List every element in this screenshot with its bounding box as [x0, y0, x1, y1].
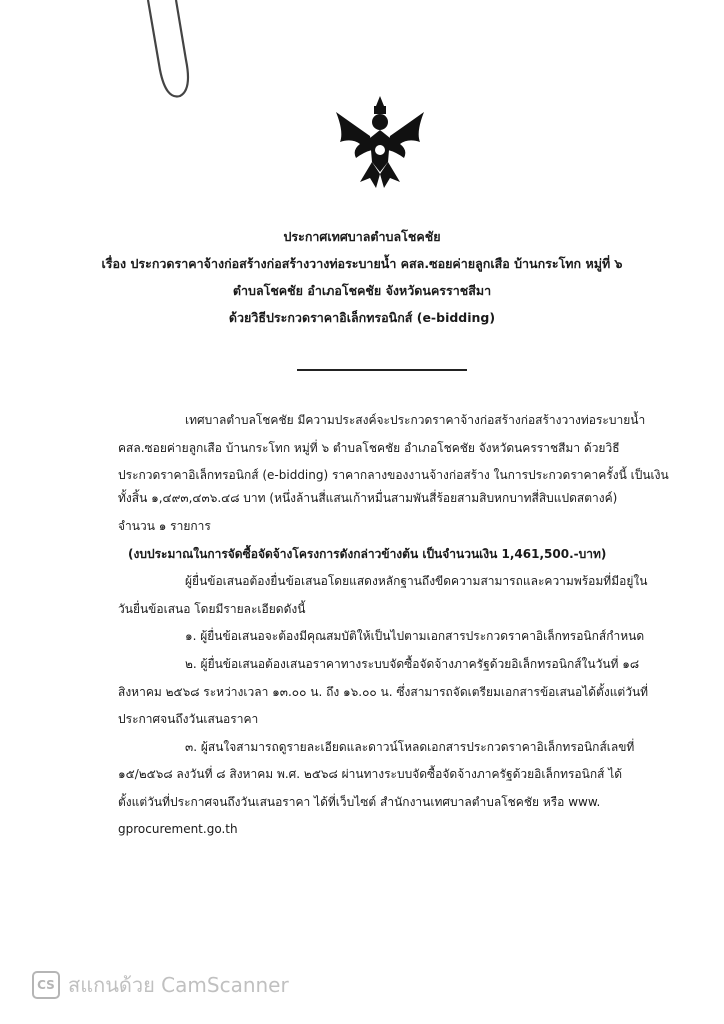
- paragraph-line: ทั้งสิ้น ๑,๔๙๓,๔๓๖.๔๘ บาท (หนึ่งล้านสี่แสนเก้าหมื่นสามพันสี่ร้อยสามสิบหกบาทสี่สิบแปดสตางค์): [118, 491, 618, 505]
- list-item-line: ตั้งแต่วันที่ประกาศจนถึงวันเสนอราคา ได้ที่เว็บไซต์ สำนักงานเทศบาลตำบลโชคชัย หรือ www.: [118, 795, 601, 809]
- title-divider: [297, 369, 467, 371]
- list-item-line: สิงหาคม ๒๕๖๘ ระหว่างเวลา ๑๓.๐๐ น. ถึง ๑๖.๐๐ น. ซึ่งสามารถจัดเตรียมเอกสารข้อเสนอได้ตั้งแต่วันที่: [118, 685, 649, 699]
- list-item-line: ๑๕/๒๕๖๘ ลงวันที่ ๘ สิงหาคม พ.ศ. ๒๕๖๘ ผ่านทางระบบจัดซื้อจัดจ้างภาครัฐด้วยอิเล็กทรอนิกส์ ได้: [118, 767, 623, 781]
- paragraph-line: ผู้ยื่นข้อเสนอต้องยื่นข้อเสนอโดยแสดงหลักฐานถึงขีดความสามารถและความพร้อมที่มีอยู่ใน: [185, 574, 648, 588]
- budget-line: (งบประมาณในการจัดซื้อจัดจ้างโครงการดังกล่าวข้างต้น เป็นจำนวนเงิน 1,461,500.-บาท): [128, 547, 607, 561]
- paragraph-line: วันยื่นข้อเสนอ โดยมีรายละเอียดดังนี้: [118, 602, 306, 616]
- announcement-location: ตำบลโชคชัย อำเภอโชคชัย จังหวัดนครราชสีมา: [232, 283, 492, 298]
- paragraph-line: จำนวน ๑ รายการ: [118, 519, 211, 533]
- list-item-line: gprocurement.go.th: [118, 822, 238, 836]
- announcement-subject: เรื่อง ประกวดราคาจ้างก่อสร้างก่อสร้างวางท่อระบายน้ำ คสล.ซอยค่ายลูกเสือ บ้านกระโทก หมู่ที่ ๖: [101, 256, 623, 271]
- camscanner-logo-icon: CS: [32, 971, 60, 999]
- list-item: ๒. ผู้ยื่นข้อเสนอต้องเสนอราคาทางระบบจัดซื้อจัดจ้างภาครัฐด้วยอิเล็กทรอนิกส์ในวันที่ ๑๘: [185, 657, 640, 671]
- announcement-method: ด้วยวิธีประกวดราคาอิเล็กทรอนิกส์ (e-bidding): [228, 310, 496, 325]
- paragraph-line: ประกวดราคาอิเล็กทรอนิกส์ (e-bidding) ราคากลางของงานจ้างก่อสร้าง ในการประกวดราคาครั้งนี้ เป็นเงิน: [118, 468, 669, 482]
- list-item: ๑. ผู้ยื่นข้อเสนอจะต้องมีคุณสมบัติให้เป็นไปตามเอกสารประกวดราคาอิเล็กทรอนิกส์กำหนด: [185, 629, 645, 643]
- camscanner-watermark: [32, 970, 289, 1000]
- camscanner-text: สแกนด้วย CamScanner: [68, 973, 289, 997]
- announcement-title: ประกาศเทศบาลตำบลโชคชัย: [283, 229, 441, 244]
- garuda-emblem-icon: [330, 92, 430, 192]
- list-item-line: ประกาศจนถึงวันเสนอราคา: [118, 712, 259, 726]
- paragraph-line: คสล.ซอยค่ายลูกเสือ บ้านกระโทก หมู่ที่ ๖ ตำบลโชคชัย อำเภอโชคชัย จังหวัดนครราชสีมา ด้วยวิธี: [118, 441, 620, 455]
- paragraph-line: เทศบาลตำบลโชคชัย มีความประสงค์จะประกวดราคาจ้างก่อสร้างก่อสร้างวางท่อระบายน้ำ: [185, 413, 646, 427]
- paperclip-icon: [140, 0, 200, 110]
- list-item: ๓. ผู้สนใจสามารถดูรายละเอียดและดาวน์โหลดเอกสารประกวดราคาอิเล็กทรอนิกส์เลขที่: [185, 740, 635, 754]
